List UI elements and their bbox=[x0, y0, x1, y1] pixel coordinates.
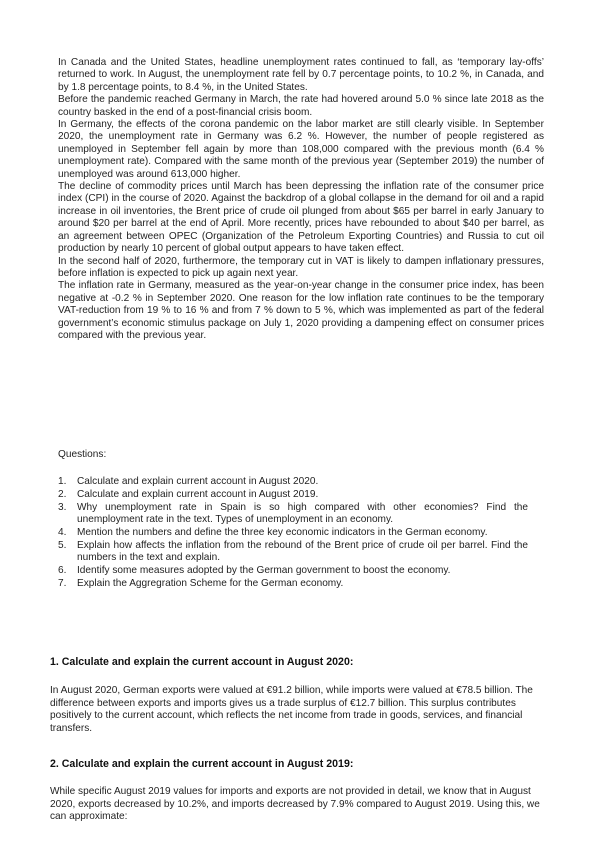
paragraph-commodity-prices: The decline of commodity prices until March has been depressing the inflation rate of the consumer price index (CPI) in the course of 2020. Against the backdrop of a global collapse in the demand for oil and a rapid increase in oil inventories, the Brent price of crude oil plunged from about $65 per barrel in early January to around $20 per barrel at the end of April. More recently, prices have rebounded to about $40 per barrel, as an agreement between OPEC (Organization of the Petroleum Exporting Countries) and Russia to cut oil production by nearly 10 percent of global output appears to have taken effect. bbox=[58, 181, 544, 255]
questions-list bbox=[58, 476, 528, 591]
question-number: 1. bbox=[58, 476, 67, 487]
question-item bbox=[58, 489, 528, 501]
question-text: Why unemployment rate in Spain is so high compared with other economies? Find the unemployment rate in the text. Types of unemployment in an economy. bbox=[77, 501, 528, 526]
question-item bbox=[58, 502, 528, 527]
question-item bbox=[58, 476, 528, 488]
answer-2-heading: 2. Calculate and explain the current account in August 2019: bbox=[50, 758, 354, 770]
question-text: Calculate and explain current account in August 2020. bbox=[77, 476, 319, 487]
question-item bbox=[58, 540, 528, 565]
question-text: Explain how affects the inflation from the rebound of the Brent price of crude oil per barrel. Find the numbers in the text and explain. bbox=[77, 540, 528, 564]
paragraph-vat-cut: In the second half of 2020, furthermore, the temporary cut in VAT is likely to dampen inflationary pressures, before inflation is expected to pick up again next year. bbox=[58, 255, 544, 279]
answer-1-heading: 1. Calculate and explain the current account in August 2020: bbox=[50, 656, 354, 668]
question-text: Mention the numbers and define the three key economic indicators in the German economy. bbox=[77, 527, 488, 539]
intro-text bbox=[58, 57, 544, 342]
question-number: 3. bbox=[58, 501, 67, 513]
questions-label: Questions: bbox=[58, 449, 107, 460]
question-number: 7. bbox=[58, 578, 67, 590]
answer-2-body: While specific August 2019 values for imports and exports are not provided in detail, we know that in August 2020, exports decreased by 10.2%, and imports decreased by 7.9% compared to August 2019. Using this, we can approximate: bbox=[50, 786, 540, 823]
question-number: 6. bbox=[58, 565, 67, 577]
question-item bbox=[58, 578, 528, 590]
question-number: 2. bbox=[58, 488, 67, 500]
question-text: Explain the Aggregration Scheme for the German economy. bbox=[77, 578, 344, 590]
question-item bbox=[58, 527, 528, 539]
paragraph-inflation-rate: The inflation rate in Germany, measured as the year-on-year change in the consumer price index, has been negative at -0.2 % in September 2020. One reason for the low inflation rate continues to be the temporary VAT-reduction from 19 % to 16 % and from 7 % down to 5 %, which was implemented as part of the federal government’s economic stimulus package on July 1, 2020 providing a dampening effect on consumer prices compared with the previous year. bbox=[58, 280, 544, 341]
question-text: Calculate and explain current account in August 2019. bbox=[77, 488, 319, 500]
paragraph-canada-us: In Canada and the United States, headline unemployment rates continued to fall, as ‘temporary lay-offs’ returned to work. In August, the unemployment rate fell by 0.7 percentage points, to 10.2 %, in Canada, and by 1.8 percentage points, to 8.4 %, in the United States. bbox=[58, 57, 544, 93]
paragraph-germany-labor-market: In Germany, the effects of the corona pandemic on the labor market are still clearly visible. In September 2020, the unemployment rate in Germany was 6.2 %. However, the number of people registered as unemployed in September fell again by more than 108,000 compared with the previous month (6.4 % unemployment rate). Compared with the same month of the previous year (September 2019) the number of unemployed was around 613,000 higher. bbox=[58, 119, 544, 180]
question-number: 4. bbox=[58, 527, 67, 539]
question-number: 5. bbox=[58, 540, 67, 552]
question-item bbox=[58, 565, 528, 577]
answer-1-body: In August 2020, German exports were valued at €91.2 billion, while imports were valued at €78.5 billion. The difference between exports and imports gives us a trade surplus of €12.7 billion. This surplus contributes positively to the current account, which reflects the net income from trade in goods, services, and financial transfers. bbox=[50, 685, 533, 734]
paragraph-germany-pre-pandemic: Before the pandemic reached Germany in March, the rate had hovered around 5.0 % since late 2018 as the country basked in the end of a post-financial crisis boom. bbox=[58, 94, 544, 118]
question-text: Identify some measures adopted by the German government to boost the economy. bbox=[77, 565, 451, 577]
